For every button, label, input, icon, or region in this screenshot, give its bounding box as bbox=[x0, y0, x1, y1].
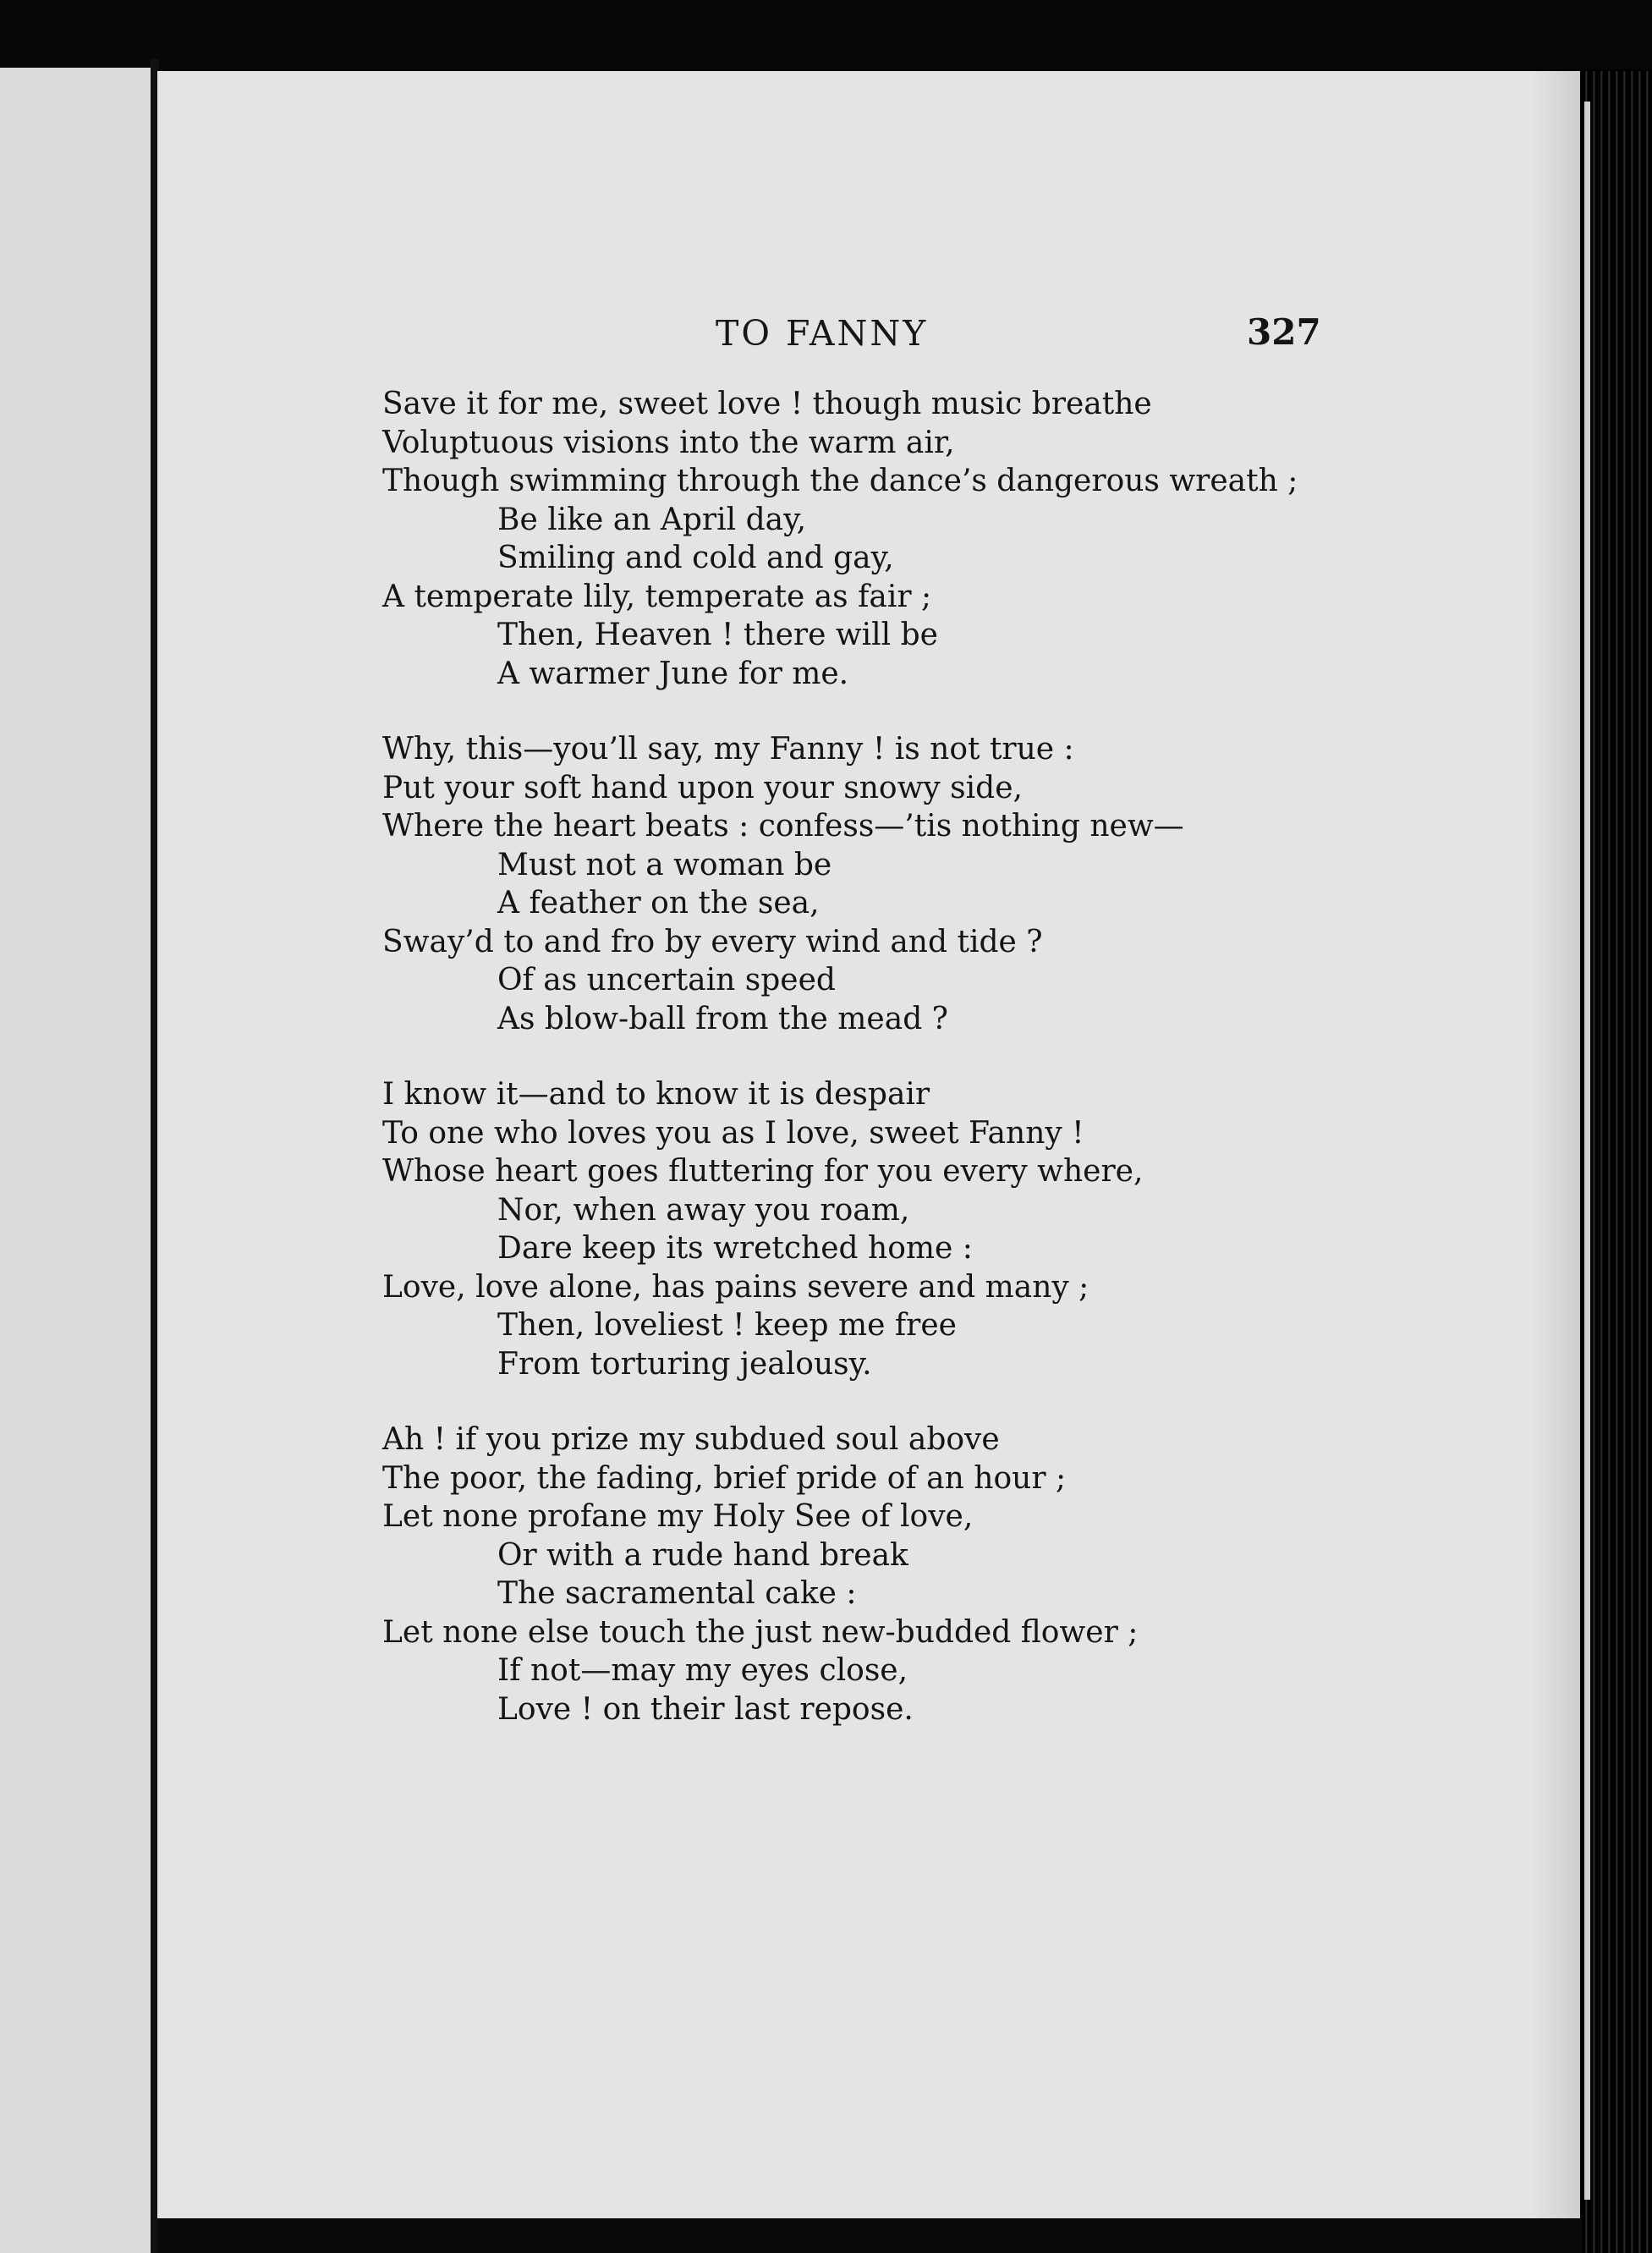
stanza bbox=[382, 1075, 1397, 1383]
poem-line: Why, this—you’ll say, my Fanny ! is not true : bbox=[382, 732, 1074, 767]
poem-line: The poor, the fading, brief pride of an hour ; bbox=[382, 1460, 1067, 1496]
scan-top-border bbox=[0, 0, 1652, 69]
poem-line: Nor, when away you roam, bbox=[497, 1192, 910, 1228]
poem-line: I know it—and to know it is despair bbox=[382, 1077, 930, 1112]
poem-line: Let none profane my Holy See of love, bbox=[382, 1499, 974, 1534]
stanza bbox=[382, 730, 1397, 1038]
poem-line: A feather on the sea, bbox=[497, 886, 820, 920]
poem-line: The sacramental cake : bbox=[497, 1576, 857, 1611]
poem-line: Though swimming through the dance’s dangerous wreath ; bbox=[382, 464, 1298, 498]
poem-line: If not—may my eyes close, bbox=[497, 1653, 908, 1688]
facing-page-edge bbox=[0, 68, 152, 2253]
poem-line: As blow-ball from the mead ? bbox=[497, 1001, 948, 1036]
running-title: TO FANNY bbox=[716, 313, 929, 354]
poem-line: Where the heart beats : confess—’tis nothing new— bbox=[382, 809, 1184, 844]
stanza bbox=[382, 385, 1397, 693]
poem-line: Whose heart goes fluttering for you every where, bbox=[382, 1154, 1144, 1189]
poem-line: Let none else touch the just new-budded flower ; bbox=[382, 1614, 1139, 1650]
poem-line: Then, Heaven ! there will be bbox=[497, 618, 938, 652]
page-number: 327 bbox=[1247, 311, 1321, 353]
poem-line: From torturing jealousy. bbox=[497, 1346, 872, 1382]
poem-line: Be like an April day, bbox=[497, 502, 807, 537]
page-curl-shade bbox=[1531, 71, 1582, 2220]
poem-line: Save it for me, sweet love ! though music breathe bbox=[382, 387, 1152, 421]
scan-bottom-border bbox=[157, 2218, 1582, 2253]
poem-line: Sway’d to and fro by every wind and tide ? bbox=[382, 924, 1043, 959]
poem-line: Ah ! if you prize my subdued soul above bbox=[382, 1422, 1000, 1457]
poem-line: Or with a rude hand break bbox=[497, 1537, 908, 1573]
poem-body bbox=[382, 385, 1397, 1766]
poem-line: Then, loveliest ! keep me free bbox=[497, 1308, 957, 1343]
poem-line: Must not a woman be bbox=[497, 847, 832, 882]
poem-line: Put your soft hand upon your snowy side, bbox=[382, 770, 1023, 805]
poem-line: A temperate lily, temperate as fair ; bbox=[382, 579, 932, 614]
stanza bbox=[382, 1420, 1397, 1728]
poem-line: Love, love alone, has pains severe and many ; bbox=[382, 1269, 1089, 1305]
page-stack-edge bbox=[1580, 71, 1652, 2253]
poem-line: A warmer June for me. bbox=[497, 656, 849, 691]
poem-line: Of as uncertain speed bbox=[497, 963, 836, 997]
poem-line: Smiling and cold and gay, bbox=[497, 541, 894, 575]
poem-line: Love ! on their last repose. bbox=[497, 1691, 914, 1727]
poem-line: Dare keep its wretched home : bbox=[497, 1231, 973, 1266]
page-stack-highlight bbox=[1584, 102, 1590, 2200]
poem-line: To one who loves you as I love, sweet Fanny ! bbox=[382, 1115, 1084, 1151]
poem-line: Voluptuous visions into the warm air, bbox=[382, 425, 955, 460]
